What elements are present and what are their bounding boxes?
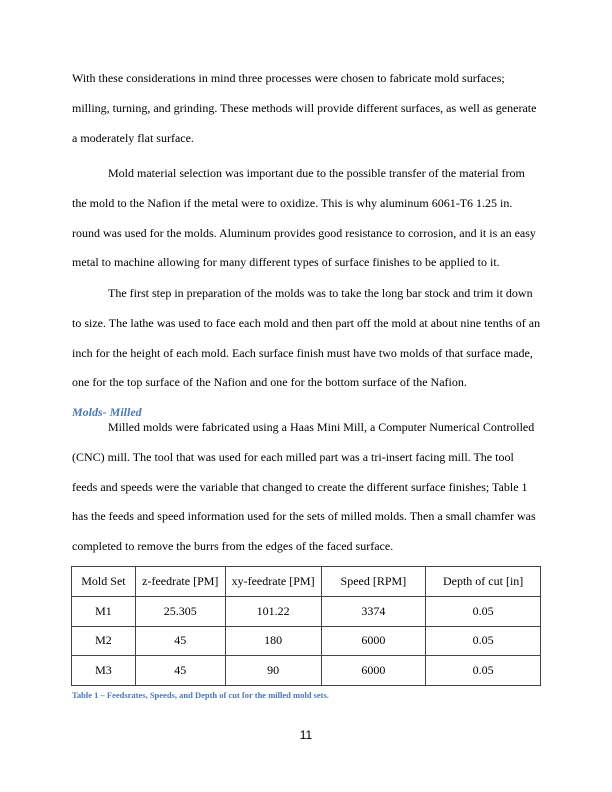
- table-cell: 90: [225, 656, 321, 686]
- table-cell: 3374: [321, 597, 426, 627]
- paragraph-preparation: [72, 279, 542, 398]
- table-cell: 180: [225, 626, 321, 656]
- table-caption: Table 1 – Feedsrates, Speeds, and Depth of cut for the milled mold sets.: [72, 690, 329, 700]
- paragraph-text: With these considerations in mind three processes were chosen to fabricate mold surfaces; milling, turning, and grinding. These methods will provide different surfaces, as well as generate a moderately flat surface.: [72, 71, 537, 145]
- table-cell: M3: [72, 656, 136, 686]
- page-number: 11: [299, 728, 313, 742]
- feeds-speeds-table: [71, 566, 541, 686]
- table-cell: 45: [135, 656, 225, 686]
- table-cell: 25.305: [135, 597, 225, 627]
- column-header: Mold Set: [72, 567, 136, 597]
- section-heading: Molds- Milled: [72, 405, 142, 419]
- paragraph-text: Milled molds were fabricated using a Haas Mini Mill, a Computer Numerical Controlled (CNC) mill. The tool that was used for each milled part was a tri-insert facing mill. The tool feeds and speeds were the variable that changed to create the different surface finishes; Table 1 has the feeds and speed information used for the sets of milled molds. Then a small chamfer was completed to remove the burrs from the edges of the faced surface.: [72, 420, 536, 554]
- table-cell: M2: [72, 626, 136, 656]
- table-cell: 6000: [321, 656, 426, 686]
- table-cell: 0.05: [426, 597, 541, 627]
- table-header-row: [72, 567, 541, 597]
- paragraph-milled-molds: [72, 413, 542, 562]
- paragraph-text: The first step in preparation of the molds was to take the long bar stock and trim it down to size. The lathe was used to face each mold and then part off the mold at about nine tenths of an inch for the height of each mold. Each surface finish must have two molds of that surface made, one for the top surface of the Nafion and one for the bottom surface of the Nafion.: [72, 286, 541, 390]
- column-header: xy-feedrate [PM]: [225, 567, 321, 597]
- table-row: [72, 597, 541, 627]
- table-row: [72, 656, 541, 686]
- table-cell: 0.05: [426, 626, 541, 656]
- table-row: [72, 626, 541, 656]
- table-cell: 6000: [321, 626, 426, 656]
- paragraph-processes: [72, 64, 542, 153]
- paragraph-material-selection: [72, 159, 542, 278]
- table-cell: 45: [135, 626, 225, 656]
- table-cell: M1: [72, 597, 136, 627]
- table-cell: 0.05: [426, 656, 541, 686]
- column-header: z-feedrate [PM]: [135, 567, 225, 597]
- table-cell: 101.22: [225, 597, 321, 627]
- column-header: Depth of cut [in]: [426, 567, 541, 597]
- paragraph-text: Mold material selection was important due to the possible transfer of the material from the mold to the Nafion if the metal were to oxidize. This is why aluminum 6061-T6 1.25 in. round was used for the molds. Aluminum provides good resistance to corrosion, and it is an easy metal to machine allowing for many different types of surface finishes to be applied to it.: [72, 166, 536, 270]
- column-header: Speed [RPM]: [321, 567, 426, 597]
